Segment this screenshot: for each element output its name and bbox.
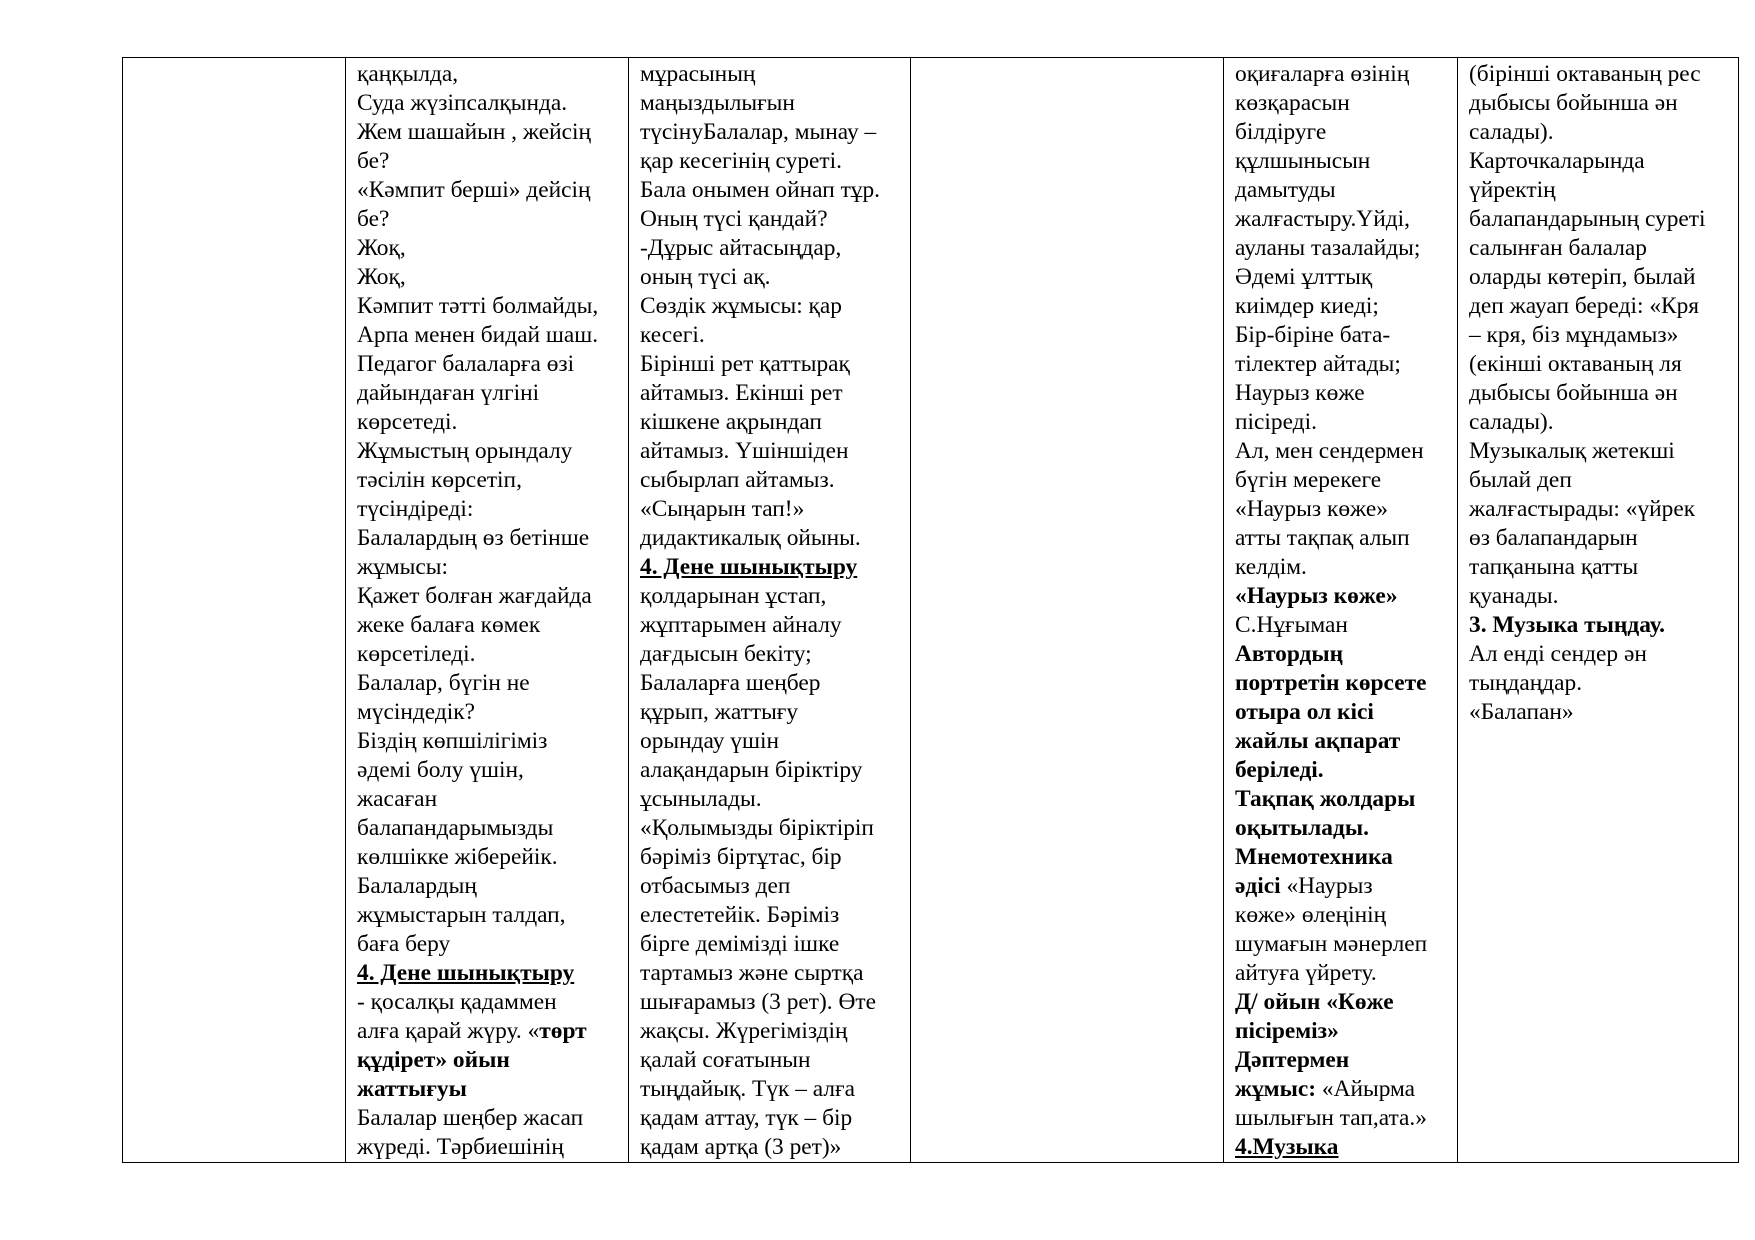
text-line: Сөздік жұмысы: қар [640,293,842,319]
text-line: Суда жүзіпсалқында. [357,90,568,116]
text-line: (екінші октаваның ля [1469,351,1682,377]
text-line: тыңдаңдар. [1469,670,1583,696]
text-line: қуанады. [1469,583,1559,609]
text-line: Оның түсі қандай? [640,206,828,232]
column-3-cell [629,58,911,1163]
text-line: отбасымыз деп [640,873,791,899]
text-line: жақсы. Жүрегіміздің [640,1018,848,1044]
text-line: дамытуды [1235,177,1336,203]
text-line: жұмыс: «Айырма [1235,1076,1416,1102]
text-line: Жоқ, [357,264,406,290]
text-line: құлшынысын [1235,148,1371,174]
text-line: тәсілін көрсетіп, [357,467,522,493]
text-line: қаңқылда, [357,61,459,87]
text-line: Автордың [1235,641,1344,667]
text-line: – кря, біз мұндамыз» [1469,322,1679,348]
text-line: құдірет» ойын [357,1047,510,1073]
text-line: Арпа менен бидай шаш. [357,322,599,348]
text-line: «Наурыз көже» [1235,496,1388,522]
text-line: қолдарынан ұстап, [640,583,827,609]
text-line: салынған балалар [1469,235,1647,261]
column-5-cell [1224,58,1458,1163]
text-line: Педагог балаларға өзі [357,351,575,377]
text-line: -Дұрыс айтасыңдар, [640,235,842,261]
text-line: Әдемі ұлттық [1235,264,1373,290]
text-line: Жұмыстың орындалу [357,438,573,464]
text-line: беріледі. [1235,757,1324,783]
text-line: «Қолымызды біріктіріп [640,815,874,841]
text-line: дайындаған үлгіні [357,380,540,406]
text-line: шылығын тап,ата.» [1235,1105,1427,1131]
text-line: көзқарасын [1235,90,1350,116]
text-line: тыңдайық. Түк – алға [640,1076,856,1102]
text-line: көлшікке жіберейік. [357,844,558,870]
text-line: 3. Музыка тыңдау. [1469,612,1665,638]
text-line: 4.Музыка [1235,1134,1339,1160]
text-line: бәріміз біртұтас, бір [640,844,842,870]
text-line: өз балапандарын [1469,525,1638,551]
text-line: алақандарын біріктіру [640,757,863,783]
text-line: «Балапан» [1469,699,1574,725]
text-line: (бірінші октаваның рес [1469,61,1701,87]
text-line: - қосалқы қадаммен [357,989,557,1015]
text-line: оларды көтеріп, былай [1469,264,1696,290]
text-line: балапандарымызды [357,815,554,841]
text-line: жеке балаға көмек [357,612,541,638]
table-row [123,58,1739,1163]
text-line: құрып, жаттығу [640,699,799,725]
text-line: баға беру [357,931,451,957]
text-line: алға қарай жүру. «төрт [357,1018,587,1044]
text-line: Жем шашайын , жейсің [357,119,592,145]
text-line: мүсіндедік? [357,699,476,725]
text-line: Музыкалық жетекші [1469,438,1675,464]
text-line: түсінуБалалар, мынау – [640,119,877,145]
text-line: Балалардың өз бетінше [357,525,590,551]
text-line: Тақпақ жолдары [1235,786,1416,812]
text-line: көже» өлеңінің [1235,902,1387,928]
text-line: Балалар шеңбер жасап [357,1105,584,1131]
text-line: Балалар, бүгін не [357,670,530,696]
text-line: Қажет болған жағдайда [357,583,592,609]
text-line: жалғастыру.Үйді, [1235,206,1410,232]
text-line: дағдысын бекіту; [640,641,812,667]
text-line: шығарамыз (3 рет). Өте [640,989,876,1015]
text-line: білдіруге [1235,119,1327,145]
text-line: Дәптермен [1235,1047,1350,1073]
text-line: бе? [357,206,390,232]
text-line: айтамыз. Екінші рет [640,380,843,406]
text-line: Д/ ойын «Көже [1235,989,1394,1015]
text-line: жалғастырады: «үйрек [1469,496,1696,522]
text-line: атты тақпақ алып [1235,525,1410,551]
text-line: жайлы ақпарат [1235,728,1401,754]
text-line: әдісі «Наурыз [1235,873,1373,899]
text-line: салады). [1469,409,1554,435]
text-line: киімдер киеді; [1235,293,1379,319]
column-2-cell [346,58,629,1163]
text-line: салады). [1469,119,1554,145]
column-6-cell [1458,58,1739,1163]
text-line: кішкене ақрындап [640,409,822,435]
text-line: Жоқ, [357,235,406,261]
text-line: портретін көрсете [1235,670,1427,696]
text-line: дыбысы бойынша ән [1469,380,1678,406]
text-line: түсіндіреді: [357,496,474,522]
text-line: қадам аттау, түк – бір [640,1105,853,1131]
text-line: үйректің [1469,177,1556,203]
text-line: Кәмпит тәтті болмайды, [357,293,599,319]
text-line: оқиғаларға өзінің [1235,61,1410,87]
text-line: айтамыз. Үшіншіден [640,438,849,464]
text-line: Ал енді сендер ән [1469,641,1647,667]
text-line: «Сыңарын тап!» [640,496,805,522]
text-line: Бір-біріне бата- [1235,322,1391,348]
text-line: жаттығуы [357,1076,467,1102]
text-line: қар кесегінің суреті. [640,148,842,174]
text-line: оқытылады. [1235,815,1369,841]
text-line: шумағын мәнерлеп [1235,931,1428,957]
text-line: тартамыз және сыртқа [640,960,864,986]
text-line: Наурыз көже [1235,380,1365,406]
text-line: отыра ол кісі [1235,699,1374,725]
text-line: балапандарының суреті [1469,206,1706,232]
text-line: ұсынылады. [640,786,762,812]
text-line: Біздің көпшілігіміз [357,728,548,754]
text-line: елестетейік. Бәріміз [640,902,840,928]
text-line: келдім. [1235,554,1307,580]
text-line: көрсетіледі. [357,641,476,667]
text-line: деп жауап береді: «Кря [1469,293,1700,319]
text-line: тілектер айтады; [1235,351,1401,377]
column-4-cell [911,58,1224,1163]
text-line: көрсетеді. [357,409,458,435]
text-line: бе? [357,148,390,174]
text-line: орындау үшін [640,728,779,754]
text-line: 4. Дене шынықтыру [640,554,858,580]
text-line: Ал, мен сендермен [1235,438,1424,464]
text-line: тапқанына қатты [1469,554,1639,580]
text-line: Бірінші рет қаттырақ [640,351,850,377]
text-line: Балалардың [357,873,477,899]
text-line: С.Нұғыман [1235,612,1348,638]
text-line: «Наурыз көже» [1235,583,1398,609]
text-line: айтуға үйрету. [1235,960,1377,986]
text-line: оның түсі ақ. [640,264,771,290]
text-line: Балаларға шеңбер [640,670,821,696]
text-line: кесегі. [640,322,705,348]
text-line: қалай соғатынын [640,1047,811,1073]
text-line: былай деп [1469,467,1572,493]
text-line: жүреді. Тәрбиешінің [357,1134,564,1160]
text-line: жұмысы: [357,554,448,580]
text-line: жұмыстарын талдап, [357,902,566,928]
lesson-plan-table [122,57,1739,1163]
text-line: Карточкаларында [1469,148,1645,174]
text-line: пісіреді. [1235,409,1317,435]
text-line: Мнемотехника [1235,844,1393,870]
text-line: сыбырлап айтамыз. [640,467,835,493]
text-line: қадам артқа (3 рет)» [640,1134,842,1160]
text-line: бірге демімізді ішке [640,931,840,957]
text-line: мұрасының [640,61,756,87]
text-line: бүгін мерекеге [1235,467,1382,493]
text-line: 4. Дене шынықтыру [357,960,575,986]
text-line: дыбысы бойынша ән [1469,90,1678,116]
text-line: әдемі болу үшін, [357,757,524,783]
text-line: маңыздылығын [640,90,795,116]
text-line: жасаған [357,786,438,812]
text-line: дидактикалық ойыны. [640,525,861,551]
text-line: жұптарымен айналу [640,612,842,638]
text-line: пісіреміз» [1235,1018,1339,1044]
text-line: ауланы тазалайды; [1235,235,1421,261]
column-1-cell [123,58,346,1163]
text-line: «Кәмпит берші» дейсің [357,177,591,203]
text-line: Бала онымен ойнап тұр. [640,177,881,203]
